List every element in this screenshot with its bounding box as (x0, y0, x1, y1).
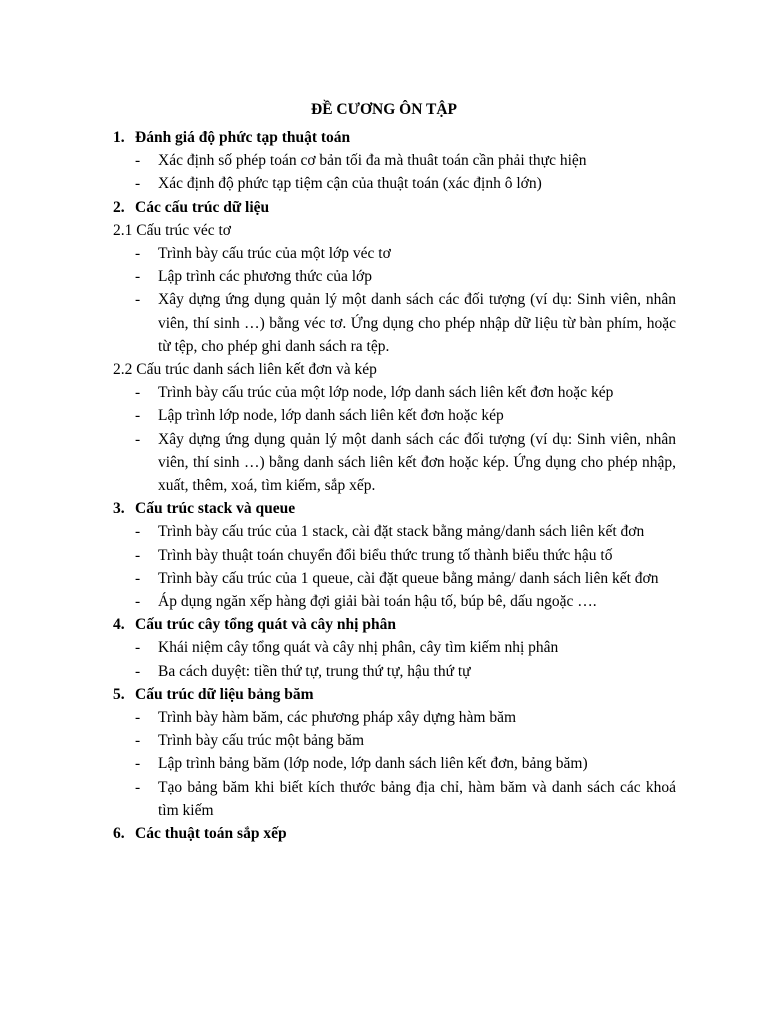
list-item-text: Xác định độ phức tạp tiệm cận của thuật toán (xác định ô lớn) (158, 175, 542, 193)
section-number: 5. (113, 685, 125, 703)
list-item (113, 660, 676, 683)
list-item (113, 520, 676, 543)
list-item-text: Khái niệm cây tổng quát và cây nhị phân, cây tìm kiếm nhị phân (158, 639, 559, 657)
bullet-dash: - (135, 732, 141, 750)
list-item-text: Lập trình lớp node, lớp danh sách liên kết đơn hoặc kép (158, 407, 504, 425)
list-item-text: Xây dựng ứng dụng quản lý một danh sách các đối tượng (ví dụ: Sinh viên, nhân viên, thí sinh …) bằng véc tơ. Ứng dụng cho phép nhập dữ liệu từ bàn phím, hoặc từ tệp, cho phép ghi danh sách ra tệp. (158, 291, 676, 355)
list-item (113, 381, 676, 404)
list-item (113, 567, 676, 590)
section-heading (113, 196, 676, 219)
section-number: 3. (113, 500, 125, 518)
section-heading (113, 683, 676, 706)
list-item (113, 265, 676, 288)
list-item-text: Xác định số phép toán cơ bản tối đa mà thuât toán cần phải thực hiện (158, 152, 587, 170)
list-item-text: Trình bày cấu trúc của 1 stack, cài đặt stack bằng mảng/danh sách liên kết đơn (158, 523, 645, 541)
section-heading (113, 822, 676, 845)
bullet-dash: - (135, 430, 141, 448)
subsection-heading: 2.2 Cấu trúc danh sách liên kết đơn và kép (113, 361, 377, 379)
bullet-dash: - (135, 569, 141, 587)
list-item (113, 729, 676, 752)
bullet-dash: - (135, 546, 141, 564)
section-heading (113, 613, 676, 636)
list-item (113, 288, 676, 358)
bullet-dash: - (135, 662, 141, 680)
section-title: Cấu trúc stack và queue (135, 500, 296, 518)
bullet-dash: - (135, 778, 141, 796)
list-item-text: Tạo bảng băm khi biết kích thước bảng địa chỉ, hàm băm và danh sách các khoá tìm kiếm (158, 778, 676, 819)
bullet-dash: - (135, 639, 141, 657)
section-heading (113, 497, 676, 520)
section-title: Cấu trúc cây tổng quát và cây nhị phân (135, 616, 396, 634)
list-item-text: Trình bày cấu trúc của một lớp véc tơ (158, 245, 391, 263)
section-title: Các cấu trúc dữ liệu (135, 198, 270, 216)
list-item (113, 706, 676, 729)
subsection-heading: 2.1 Cấu trúc véc tơ (113, 221, 231, 239)
list-item (113, 149, 676, 172)
bullet-dash: - (135, 755, 141, 773)
list-item-text: Trình bày thuật toán chuyển đổi biểu thức trung tố thành biểu thức hậu tố (158, 546, 613, 564)
outline-content (113, 126, 676, 845)
bullet-dash: - (135, 175, 141, 193)
list-item-text: Lập trình các phương thức của lớp (158, 268, 372, 286)
bullet-dash: - (135, 709, 141, 727)
bullet-dash: - (135, 593, 141, 611)
list-item (113, 590, 676, 613)
list-item (113, 776, 676, 822)
list-item (113, 544, 676, 567)
list-item (113, 636, 676, 659)
bullet-dash: - (135, 291, 141, 309)
list-item-text: Trình bày hàm băm, các phương pháp xây dựng hàm băm (158, 709, 517, 727)
list-item-text: Trình bày cấu trúc của 1 queue, cài đặt queue bằng mảng/ danh sách liên kết đơn (158, 569, 659, 587)
section-title: Các thuật toán sắp xếp (135, 825, 287, 843)
bullet-dash: - (135, 384, 141, 402)
section-title: Đánh giá độ phức tạp thuật toán (135, 129, 351, 146)
section-heading (113, 126, 676, 149)
bullet-dash: - (135, 245, 141, 263)
list-item-text: Lập trình bảng băm (lớp node, lớp danh sách liên kết đơn, bảng băm) (158, 755, 588, 773)
section-number: 4. (113, 616, 125, 634)
list-item (113, 428, 676, 498)
list-item (113, 752, 676, 775)
page-title: ĐỀ CƯƠNG ÔN TẬP (311, 101, 457, 118)
list-item (113, 172, 676, 195)
list-item (113, 404, 676, 427)
bullet-dash: - (135, 152, 141, 170)
section-number: 6. (113, 825, 125, 843)
list-item-text: Áp dụng ngăn xếp hàng đợi giải bài toán hậu tố, búp bê, dấu ngoặc …. (158, 593, 597, 611)
bullet-dash: - (135, 407, 141, 425)
bullet-dash: - (135, 523, 141, 541)
bullet-dash: - (135, 268, 141, 286)
section-number: 1. (113, 129, 125, 146)
section-title: Cấu trúc dữ liệu bảng băm (135, 685, 314, 703)
list-item-text: Trình bày cấu trúc của một lớp node, lớp danh sách liên kết đơn hoặc kép (158, 384, 614, 402)
list-item-text: Ba cách duyệt: tiền thứ tự, trung thứ tự, hậu thứ tự (158, 662, 471, 680)
list-item-text: Xây dựng ứng dụng quản lý một danh sách các đối tượng (ví dụ: Sinh viên, nhân viên, thí sinh …) bằng danh sách liên kết đơn hoặc kép. Ứng dụng cho phép nhập, xuất, thêm, xoá, tìm kiếm, sắp xếp. (158, 430, 676, 495)
list-item-text: Trình bày cấu trúc một bảng băm (158, 732, 365, 750)
section-number: 2. (113, 198, 125, 216)
list-item (113, 242, 676, 265)
